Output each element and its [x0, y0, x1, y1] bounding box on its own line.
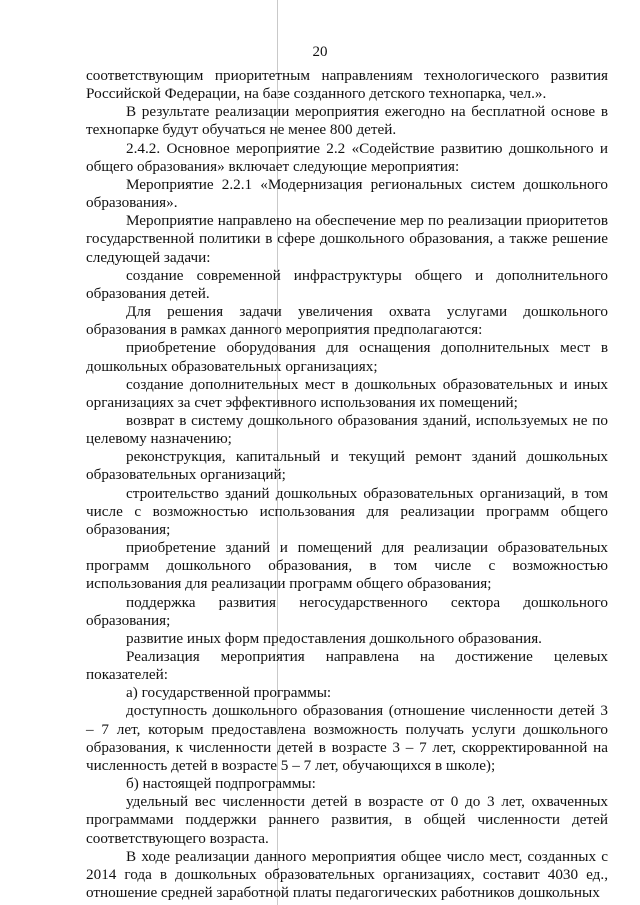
paragraph: б) настоящей подпрограммы: — [126, 775, 316, 793]
paragraph: соответствующим приоритетным направлениям технологического развития Российской Федерации, на базе созданного детского технопарка, чел.». — [86, 67, 608, 103]
paragraph: Мероприятие 2.2.1 «Модернизация региональных систем дошкольного образования». — [86, 175, 608, 212]
paragraph: строительство зданий дошкольных образовательных организаций, в том числе с возможностью использования для реализации программ общего образования; — [86, 484, 608, 538]
paragraph: Для решения задачи увеличения охвата услугами дошкольного образования в рамках данного мероприятия предполагаются: — [86, 303, 608, 339]
paragraph: создание дополнительных мест в дошкольных образовательных и иных организациях за счет эффективного использования их помещений; — [86, 375, 608, 411]
page-number: 20 — [312, 44, 328, 60]
paragraph: В ходе реализации данного мероприятия общее число мест, созданных с 2014 года в дошкольных образовательных организациях, составит 4030 ед., отношение средней заработной платы педагогических работников дошкольных — [86, 847, 608, 902]
document-body — [86, 67, 608, 902]
paragraph: а) государственной программы: — [126, 684, 332, 702]
paragraph: 2.4.2. Основное мероприятие 2.2 «Содействие развитию дошкольного и общего образования» включает следующие мероприятия: — [86, 139, 608, 175]
paragraph: Реализация мероприятия направлена на достижение целевых показателей: — [86, 648, 608, 684]
paragraph: приобретение оборудования для оснащения дополнительных мест в дошкольных образовательных организациях; — [86, 339, 608, 375]
paragraph: В результате реализации мероприятия ежегодно на бесплатной основе в технопарке будут обучаться не менее 800 детей. — [86, 103, 608, 139]
paragraph: реконструкция, капитальный и текущий ремонт зданий дошкольных образовательных организаций; — [86, 448, 608, 484]
paragraph: доступность дошкольного образования (отношение численности детей 3 – 7 лет, которым предоставлена возможность получать услуги дошкольного образования, к численности детей в возрасте 3 – 7 лет, скорректированной на численность детей в возрасте 5 – 7 лет, обучающихся в школе); — [86, 702, 608, 774]
paragraph: приобретение зданий и помещений для реализации образовательных программ дошкольного образования, в том числе с возможностью использования для реализации программ общего образования; — [86, 539, 608, 593]
paragraph: развитие иных форм предоставления дошкольного образования. — [126, 629, 542, 647]
paragraph: удельный вес численности детей в возрасте от 0 до 3 лет, охваченных программами поддержки раннего развития, в общей численности детей соответствующего возраста. — [86, 793, 608, 847]
paragraph: Мероприятие направлено на обеспечение мер по реализации приоритетов государственной политики в сфере дошкольного образования, а также решение следующей задачи: — [86, 212, 608, 266]
paragraph: возврат в систему дошкольного образования зданий, используемых не по целевому назначению; — [86, 411, 608, 448]
paragraph: поддержка развития негосударственного сектора дошкольного образования; — [86, 593, 608, 629]
paragraph: создание современной инфраструктуры общего и дополнительного образования детей. — [86, 266, 608, 302]
